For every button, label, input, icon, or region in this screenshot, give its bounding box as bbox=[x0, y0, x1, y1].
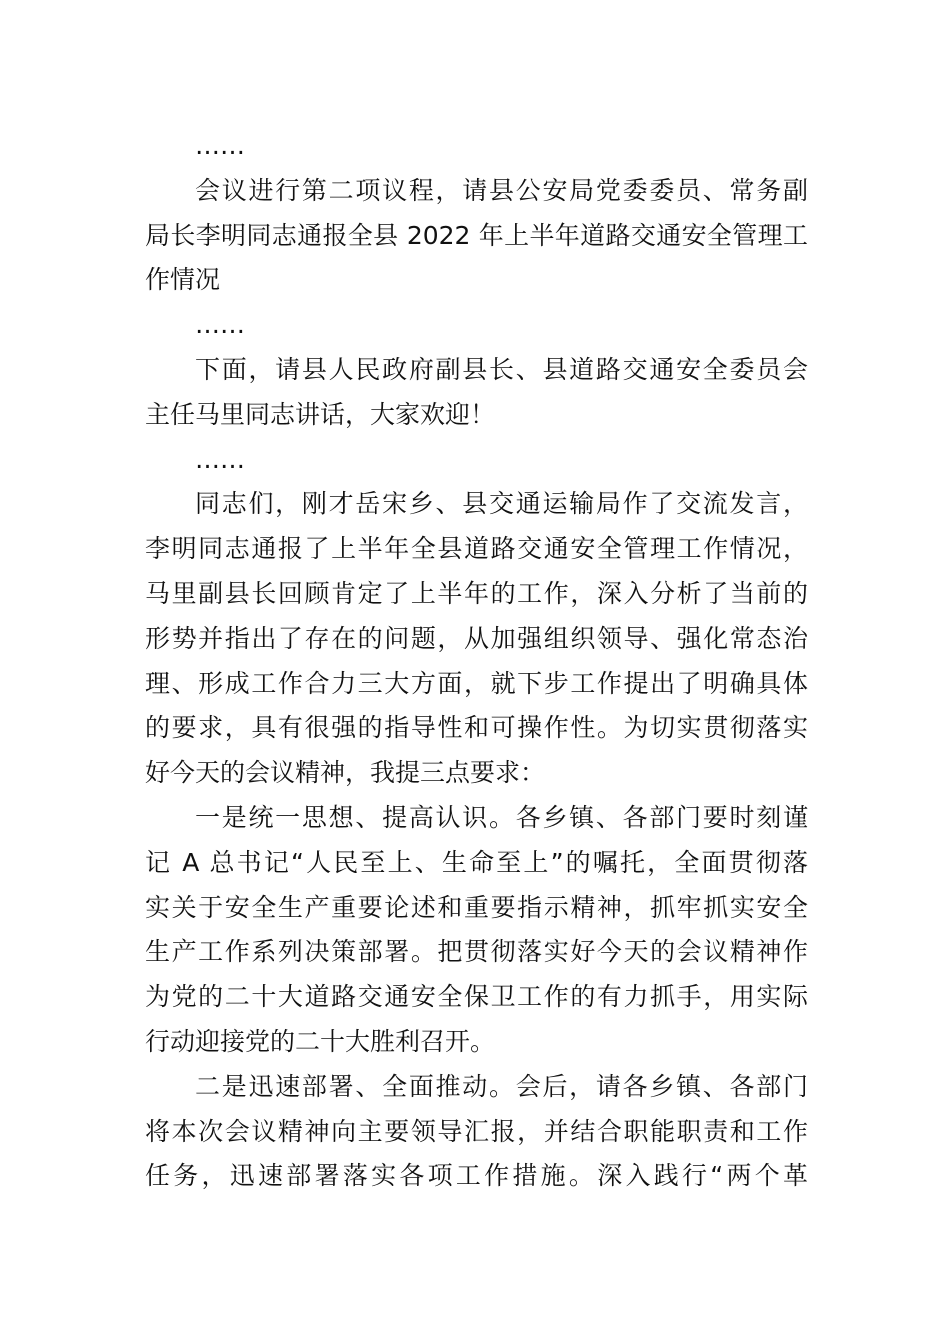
text-line: 将本次会议精神向主要领导汇报，并结合职能职责和工作 bbox=[145, 1116, 808, 1146]
paragraph-ellipsis-3 bbox=[145, 438, 808, 483]
text-line: …… bbox=[195, 444, 245, 474]
text-line: 二是迅速部署、全面推动。会后，请各乡镇、各部门 bbox=[195, 1071, 808, 1101]
text-line: 记 A 总书记“人民至上、生命至上”的嘱托，全面贯彻落 bbox=[145, 847, 808, 877]
text-line: 下面，请县人民政府副县长、县道路交通安全委员会 bbox=[195, 354, 808, 384]
document-body bbox=[145, 124, 808, 1199]
paragraph-agenda-second-item bbox=[145, 169, 808, 303]
text-line: 局长李明同志通报全县 2022 年上半年道路交通安全管理工 bbox=[145, 220, 808, 250]
text-line: 为党的二十大道路交通安全保卫工作的有力抓手，用实际 bbox=[145, 982, 808, 1012]
text-line: 一是统一思想、提高认识。各乡镇、各部门要时刻谨 bbox=[195, 802, 808, 832]
text-line: 好今天的会议精神，我提三点要求： bbox=[145, 758, 546, 788]
text-line: …… bbox=[195, 310, 245, 340]
paragraph-requirement-one bbox=[145, 796, 808, 1065]
text-line: 同志们，刚才岳宋乡、县交通运输局作了交流发言， bbox=[195, 489, 808, 519]
paragraph-ellipsis-2 bbox=[145, 303, 808, 348]
paragraph-requirement-two bbox=[145, 1065, 808, 1199]
text-line: 的要求，具有很强的指导性和可操作性。为切实贯彻落实 bbox=[145, 713, 808, 743]
text-line: 马里副县长回顾肯定了上半年的工作，深入分析了当前的 bbox=[145, 578, 808, 608]
text-line: 理、形成工作合力三大方面，就下步工作提出了明确具体 bbox=[145, 668, 808, 698]
paragraph-ellipsis-1 bbox=[145, 124, 808, 169]
text-line: 作情况 bbox=[145, 265, 221, 295]
text-line: 形势并指出了存在的问题，从加强组织领导、强化常态治 bbox=[145, 623, 808, 653]
text-line: 任务，迅速部署落实各项工作措施。深入践行“两个革 bbox=[145, 1161, 808, 1191]
text-line: 主任马里同志讲话，大家欢迎！ bbox=[145, 399, 496, 429]
text-line: 实关于安全生产重要论述和重要指示精神，抓牢抓实安全 bbox=[145, 892, 808, 922]
text-line: 生产工作系列决策部署。把贯彻落实好今天的会议精神作 bbox=[145, 937, 808, 967]
paragraph-invite-speech bbox=[145, 348, 808, 438]
text-line: …… bbox=[195, 131, 245, 160]
paragraph-summary-paragraph bbox=[145, 482, 808, 796]
text-line: 会议进行第二项议程，请县公安局党委委员、常务副 bbox=[195, 175, 808, 205]
text-line: 李明同志通报了上半年全县道路交通安全管理工作情况， bbox=[145, 534, 808, 564]
text-line: 行动迎接党的二十大胜利召开。 bbox=[145, 1026, 496, 1056]
